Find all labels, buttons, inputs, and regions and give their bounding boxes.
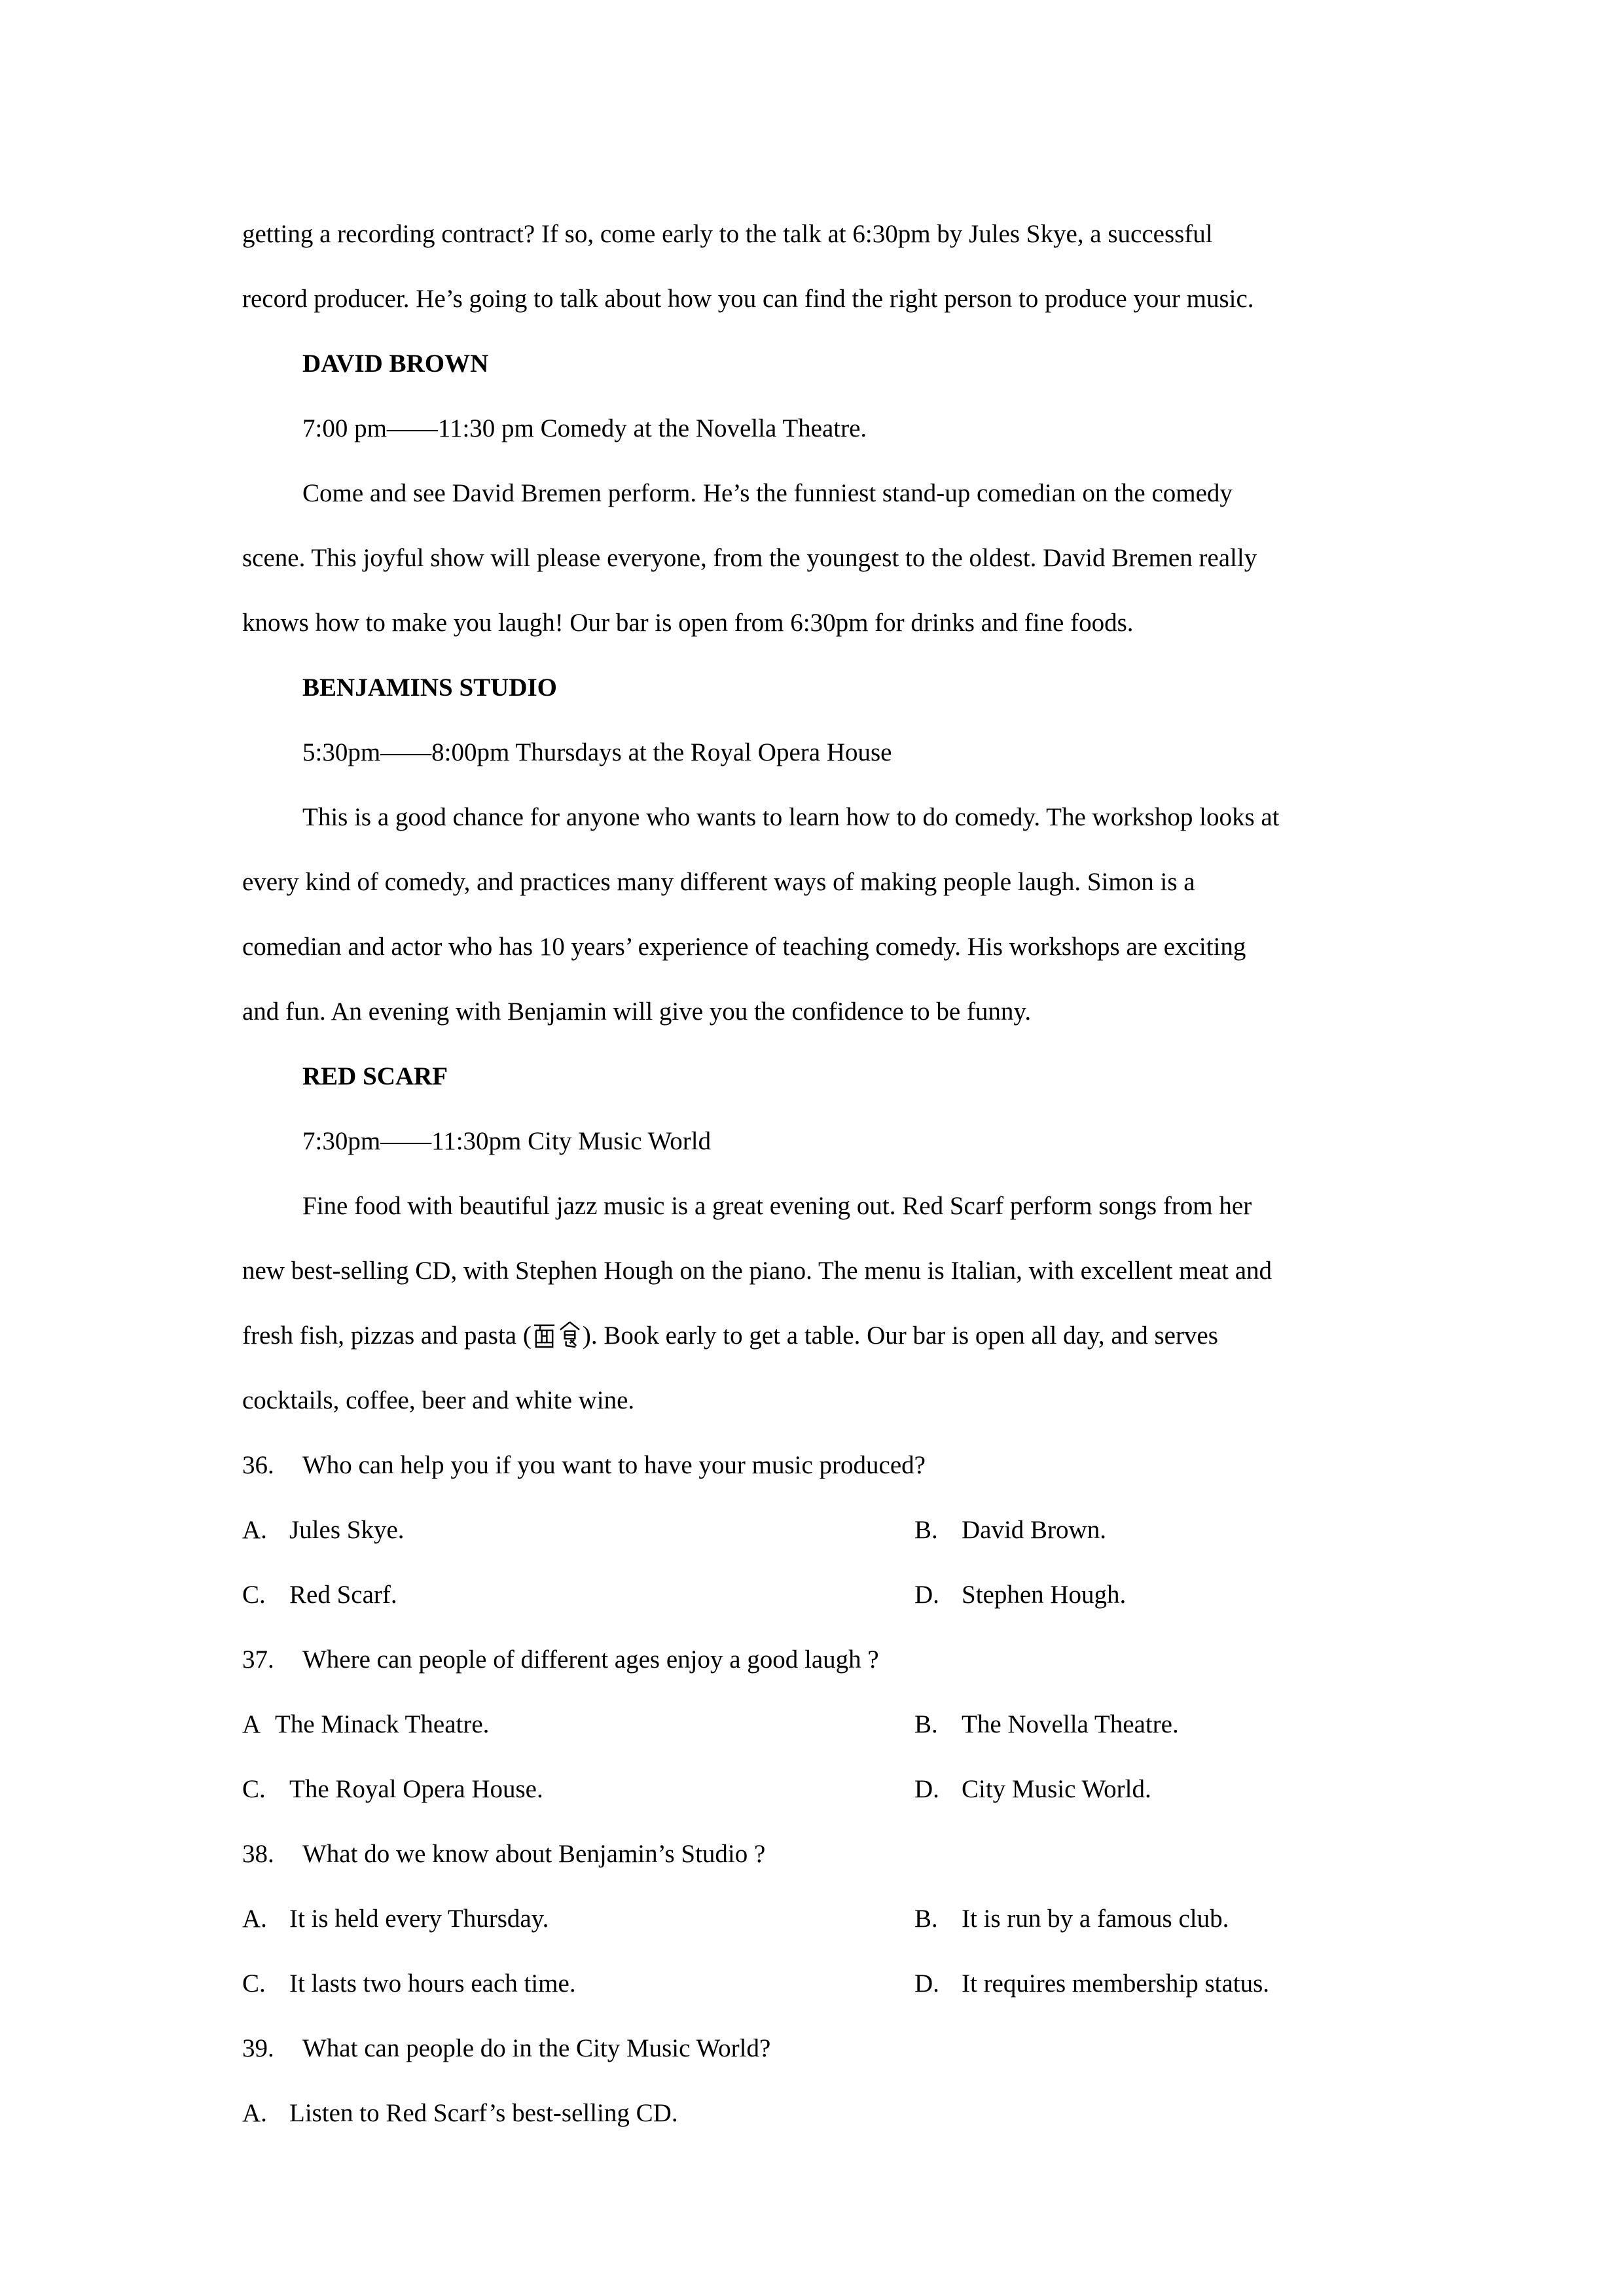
body-line: and fun. An evening with Benjamin will give you the confidence to be funny. [242, 997, 1032, 1026]
option-letter: A. [242, 2099, 267, 2127]
body-line-with-cjk [242, 1303, 1401, 1368]
option-text: Stephen Hough. [962, 1581, 1127, 1609]
option-row [242, 1562, 1401, 1627]
option-a [242, 2081, 678, 2145]
option-text: The Minack Theatre. [275, 1710, 490, 1738]
body-line: comedian and actor who has 10 years’ experience of teaching comedy. His workshops are exciting [242, 933, 1246, 961]
body-line: cocktails, coffee, beer and white wine. [242, 1386, 635, 1414]
option-a [242, 1498, 405, 1562]
option-row [242, 2081, 1401, 2145]
option-letter: A [242, 1710, 261, 1738]
question-39 [242, 2016, 1401, 2081]
question-text: Where can people of different ages enjoy a good laugh ? [302, 1645, 879, 1674]
question-text: What can people do in the City Music World? [302, 2034, 771, 2062]
option-a [242, 1692, 489, 1757]
option-b [914, 1692, 1179, 1757]
question-number: 38. [242, 1840, 274, 1868]
option-text: It is run by a famous club. [962, 1905, 1229, 1933]
cjk-mian-glyph [532, 1321, 556, 1348]
option-text: Jules Skye. [289, 1516, 405, 1544]
section-schedule: 5:30pm——8:00pm Thursdays at the Royal Opera House [302, 738, 892, 766]
section-schedule: 7:00 pm——11:30 pm Comedy at the Novella Theatre. [302, 414, 867, 442]
option-row [242, 1498, 1401, 1562]
option-text: The Royal Opera House. [289, 1775, 543, 1803]
option-text: It is held every Thursday. [289, 1905, 549, 1933]
option-row [242, 1886, 1401, 1951]
section-heading-red-scarf: RED SCARF [302, 1062, 448, 1090]
option-a [242, 1886, 549, 1951]
question-number: 36. [242, 1451, 274, 1479]
option-letter: B. [914, 1710, 938, 1738]
option-row [242, 1692, 1401, 1757]
option-letter: B. [914, 1516, 938, 1544]
text-block [242, 202, 1401, 2145]
question-number: 39. [242, 2034, 274, 2062]
option-d [914, 1757, 1151, 1821]
question-text: Who can help you if you want to have your music produced? [302, 1451, 926, 1479]
option-c [242, 1562, 397, 1627]
body-line: new best-selling CD, with Stephen Hough on the piano. The menu is Italian, with excellent meat and [242, 1257, 1272, 1285]
option-letter: C. [242, 1775, 266, 1803]
body-line: This is a good chance for anyone who wants to learn how to do comedy. The workshop looks at [302, 803, 1280, 831]
option-letter: C. [242, 1581, 266, 1609]
option-text: David Brown. [962, 1516, 1106, 1544]
option-text: The Novella Theatre. [962, 1710, 1179, 1738]
body-line: every kind of comedy, and practices many different ways of making people laugh. Simon is a [242, 868, 1195, 896]
section-heading-benjamins-studio: BENJAMINS STUDIO [302, 673, 557, 702]
option-row [242, 1951, 1401, 2016]
option-c [242, 1757, 543, 1821]
cjk-characters [532, 1321, 583, 1350]
question-37 [242, 1627, 1401, 1692]
question-text: What do we know about Benjamin’s Studio ? [302, 1840, 766, 1868]
intro-line: getting a recording contract? If so, come early to the talk at 6:30pm by Jules Skye, a successful [242, 220, 1213, 248]
body-text: fresh fish, pizzas and pasta ( [242, 1321, 532, 1350]
option-b [914, 1498, 1106, 1562]
body-text: ). Book early to get a table. Our bar is open all day, and serves [582, 1321, 1218, 1350]
option-letter: B. [914, 1905, 938, 1933]
option-text: It lasts two hours each time. [289, 1969, 576, 1998]
option-letter: D. [914, 1581, 939, 1609]
option-text: Red Scarf. [289, 1581, 397, 1609]
option-d [914, 1951, 1269, 2016]
option-letter: A. [242, 1516, 267, 1544]
cjk-shi-glyph [558, 1321, 582, 1348]
question-36 [242, 1433, 1401, 1498]
option-letter: D. [914, 1969, 939, 1998]
option-letter: D. [914, 1775, 939, 1803]
option-letter: C. [242, 1969, 266, 1998]
body-line: Come and see David Bremen perform. He’s the funniest stand-up comedian on the comedy [302, 479, 1233, 507]
option-text: Listen to Red Scarf’s best-selling CD. [289, 2099, 678, 2127]
option-b [914, 1886, 1229, 1951]
intro-line: record producer. He’s going to talk about how you can find the right person to produce your music. [242, 285, 1254, 313]
option-c [242, 1951, 576, 2016]
body-line: Fine food with beautiful jazz music is a great evening out. Red Scarf perform songs from her [302, 1192, 1252, 1220]
section-heading-david-brown: DAVID BROWN [302, 350, 489, 378]
option-text: It requires membership status. [962, 1969, 1270, 1998]
option-letter: A. [242, 1905, 267, 1933]
question-number: 37. [242, 1645, 274, 1674]
option-text: City Music World. [962, 1775, 1151, 1803]
option-d [914, 1562, 1126, 1627]
option-row [242, 1757, 1401, 1821]
body-line: knows how to make you laugh! Our bar is open from 6:30pm for drinks and fine foods. [242, 609, 1134, 637]
body-line: scene. This joyful show will please everyone, from the youngest to the oldest. David Bremen really [242, 544, 1257, 572]
section-schedule: 7:30pm——11:30pm City Music World [302, 1127, 712, 1155]
question-38 [242, 1821, 1401, 1886]
